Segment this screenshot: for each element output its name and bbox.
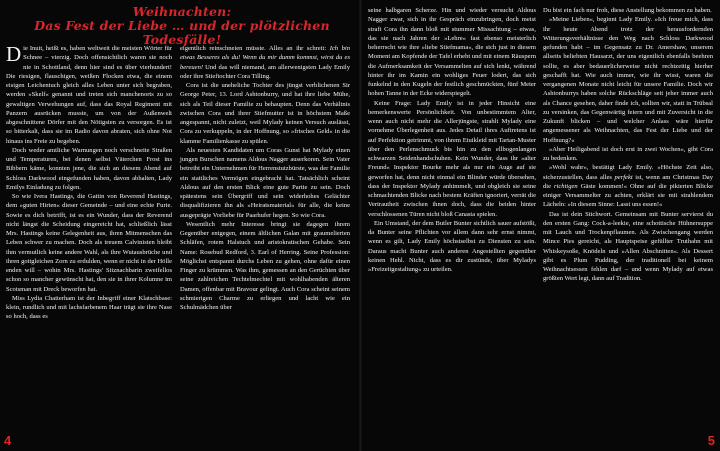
text-column-4	[543, 6, 713, 284]
paragraph: Keine Frage: Lady Emily ist in jeder Hinsicht eine bemerkenswerte Persönlichkeit. Von unbestimmtem Alter, wenn auch nicht mehr die Allerjüngste, strahlt Mylady eine vornehme Überlegenheit aus. Jedes Detail ihres Auftretens ist auf Perfektion getrimmt, von ihrem Etuikleid mit Tartan-Muster über den Perlenschmuck bis hin zu den ellbogenlangen schwarzen Seidenhandschuhen. Kein Wunder, dass ihr »alter Freund« Inspektor Bourke mehr als nur ein Auge auf sie geworfen hat, denn nicht einmal ein Blinder würde übersehen, dass der Inspektor Mylady anhimmelt, und obgleich sie seine schmachtenden Blicke nach bestem Kräften ignoriert, verrät die Vertrautheit zwischen ihnen doch, dass die beiden hinter verschlossenen Türen nicht bloß Canasta spielen.	[368, 99, 536, 218]
page-number-left: 4	[4, 433, 12, 448]
paragraph: »Meine Lieben«, beginnt Lady Emily. »Ich freue mich, dass ihr heute Abend trotz der herausfordernden Witterungsverhältnisse den Weg nach Schloss Darkwood gefunden habt – im Gegensatz zu Dr. Amershaw, unserem allseits beliebten Hausarzt, der uns eigentlich ebenfalls beehren sollte, es aber bedauerlicherweise nicht rechtzeitig hierher geschafft hat. Wie auch immer, wie ihr wisst, waren die vergangenen Monate nicht leicht für unsere Familie. Doch wir Ashtonburrys haben solche Rückschläge seit jeher immer auch als Chance gesehen, daher finde ich, sollten wir, statt in Trübsal zu versinken, das Gegenwärtig feiern und mit Zuversicht in die Zukunft blicken – und welcher Anlass wäre hierfür angemessener als Weihnachten, das Fest der Liebe und der Hoffnung?«	[543, 16, 713, 144]
paragraph: Cora ist die uneheliche Tochter des jüngst verblichenen Sir George Peter, 13. Lord Ashtonburry, und hat ihre liebe Mühe, sich als Teil dieser Familie zu behaupten. Denn das Verhältnis zwischen Cora und ihrer Stiefmutter ist in höchstem Maße angespannt, nicht zuletzt, weil Mylady keinen Versuch auslässt, Cora zu verkuppeln, in der Hoffnung, so »frisches Geld« in die klamme Familienkasse zu spülen.	[180, 82, 350, 145]
emphasis-text: perfekt	[614, 173, 633, 181]
emphasis-text: richtigen	[554, 182, 578, 190]
paragraph-text: Und das will niemand, am allerwenigsten Lady Emily oder ihre Stieftochter Cora Tilling.	[180, 63, 350, 80]
emphasis-text: Ich bin etwas Besseres als du! Wenn du mir dumm kommst, wirst du es bereuen!	[180, 45, 350, 71]
text-column-2	[180, 44, 350, 312]
paragraph: Du bist ein fach nur froh, diese Anstellung bekommen zu haben.	[543, 7, 712, 14]
paragraph	[6, 44, 172, 146]
article-headline	[6, 5, 358, 47]
paragraph-text: ie Inuit, heißt es, haben weltweit die meisten Wörter für Schnee – vierzig. Doch offensichtlich waren sie noch nie in Schottland, denn hier sind es über vierhundert! Die riesigen, flauschigen, weißen Flocken etwa, die einem eisigen Leichentuch gleich alles Leben unter sich begraben, werden »Skelf« genannt und treten sich manchenorts zu so gewaltigen Verwehungen auf, dass das Royal Regiment mit Panzern ausrücken musste, um von der Außenwelt abgeschnittene Dörfer mit den Nötigsten zu versorgen. Es ist so bitterkalt, dass sie im Radio davon abraten, sich ohne Not hinaus ins Freie zu begeben.	[6, 45, 172, 145]
paragraph: Das ist dein Stichwort. Gemeinsam mit Bunter servierst du den ersten Gang: Cock-a-leekie, eine schottische Hühnersuppe mit Lauch und Trockenpflaumen. Als Zwischengang werden Mince Pies gereicht, als Hauptspeise gefüllter Truthahn mit Whiskeysoße, Knödeln und »Allen Abschnitten«. Als Dessert gibt es Plum Pudding, der traditionell bei keinem Weihnachtsessen fehlen darf – und wenn Mylady auf etwas größten Wert legt, dann auf Tradition.	[543, 210, 713, 283]
paragraph-text: ist, wenn am Christmas Day die	[543, 173, 713, 190]
paragraph-text: eigentlich reinschneien müsste. Alles an ihr schreit:	[180, 45, 330, 52]
text-column-3	[368, 6, 536, 274]
paragraph: Doch weder amtliche Warnungen noch verschneite Straßen und Temperaturen, bei denen selbst Väterchen Frost ins Bibbern käme, konnten jene, die sich an diesem Abend auf Schloss Darkwood eingefunden haben, davon abhalten, Lady Emilys Einladung zu folgen.	[6, 146, 172, 191]
paragraph: Als neuesten Kandidaten um Coras Gunst hat Mylady einen jungen Burschen namens Aldous Nagger auserkoren. Sein Vater betreibt ein Unternehmen für Herrenstutzbürste, was der Familie ein stattliches Vermögen eingebracht hat. Tatsächlich scheint Aldous auf den ersten Blick eine gute Partie zu sein. Doch spätestens sein Übergriff und sein widerhohes Gelächter disqualifizieren ihn als »Heiratsmaterial« für alle, die keine ausgeprägte Vorliebe für Paarhufer hegen. So wie Cora.	[180, 146, 350, 219]
drop-cap: D	[6, 42, 22, 66]
paragraph	[543, 163, 713, 209]
paragraph-text: Gäste kommen!« Ohne auf die pikierten Blicke einiger Versammelter zu achten, erklärt sie mit strahlendem Lächeln: »In diesem Sinne: Lasst uns essen!«	[543, 182, 714, 209]
headline-line-2: Das Fest der Liebe … und der plötzlichen Todesfälle!	[34, 18, 330, 47]
page-gutter	[358, 0, 363, 451]
headline-line-1: Weihnachten:	[132, 4, 232, 19]
paragraph: Ein Umstand, der dem Butler Bunter sichtlich sauer aufstößt, da Bunter seine Pflichten vor allem dann sehr ernst nimmt, wenn es gilt, Lady Emily höchstselbst zu Diensten zu sein. Daraus macht Bunter auch anderen Angestellten gegenüber keinen Hehl. Nicht, dass es dir zustünde, über Myladys »Freizeitgestaltung« zu urteilen.	[368, 219, 536, 273]
paragraph-text: »Wohl wahr«, bestätigt Lady Emily. »Höchste Zeit also, sicherzustellen, dass alles	[543, 164, 713, 181]
paragraph: So wie Ivera Hastings, die Gattin von Reverend Hastings, dem »guten Hirten« dieser Gemeinde – und eine echte Furie. Sowie es dich betrifft, ist es ein Wunder, dass der Reverend nicht längst die Scheidung eingereicht hat, schließlich lässt Mrs. Hastings keine Gelegenheit aus, ihren Mitmenschen das Leben schwer zu machen. Doch als treuem Calvinisten bleibt ihm vermutlich keine andere Wahl, als ihre Wutausbrüche und ihren gottgleichen Zorn zu erdulden, wenn er nicht in der Hölle enden will – wohin Mrs. Hastings' Sitznachbarin zweifellos schon so mancher gewünscht hat, den sie in ihrer Kolumne im Scotsman mit Dreck beworfen hat.	[6, 193, 172, 293]
text-column-1	[6, 44, 172, 322]
page-number-right: 5	[707, 433, 715, 448]
paragraph	[180, 44, 350, 81]
paragraph: »Aber Heiligabend ist doch erst in zwei Wochen«, gibt Cora zu bedenken.	[543, 145, 713, 162]
paragraph: Miss Lydia Chatterham ist der Inbegriff einer Klatschbase: klein, rundlich und mit lachsfarbenem Haar trägt sie ihre Nase so hoch, dass es	[6, 294, 172, 321]
paragraph: seine halbgaren Scherze. Hin und wieder versucht Aldous Nagger zwar, sich in ihr Gespräch einzubringen, doch meist straft Cora ihn dann bloß mit stummer Missachtung – etwas, das sie nach Jahren der »Lehre« fast ebenso meisterlich beherrscht wie ihre »liebe Stiefmama«, die sich just in diesem Moment am Kopfende der Tafel erhebt und mit einem Räuspern die Aufmerksamkeit der Versammelten auf sich lenkt, während hinter ihr im Kamin ein wohliges Feuer lodert, das sich funkelnd in den Kugeln der festlich geschmückten, fünf Meter hohen Tanne in der Ecke widerspiegelt.	[368, 7, 536, 98]
paragraph: Wesentlich mehr Interesse bringt sie dagegen ihrem Gegenüber entgegen, einem ältlichen Galan mit graumelierten Schläfen, rotem Halstuch und aristokratischen Gehabe. Sein Name: Rosebud Redford, 3. Earl of Herring. Seine Profession: Möglichst entspannt durchs Leben zu gehen, ohne dafür einen Finger zu krümmen. Was ihm, gemessen an den Gerüchten über seine zahlreichen Techtelmechtel mit wohlhabenden älteren Damen, offenbar mit Bravour gelingt. Auch Cora scheint seinem schmierigen Charme zu erliegen und lacht wie ein Schulmädchen über	[180, 220, 350, 311]
